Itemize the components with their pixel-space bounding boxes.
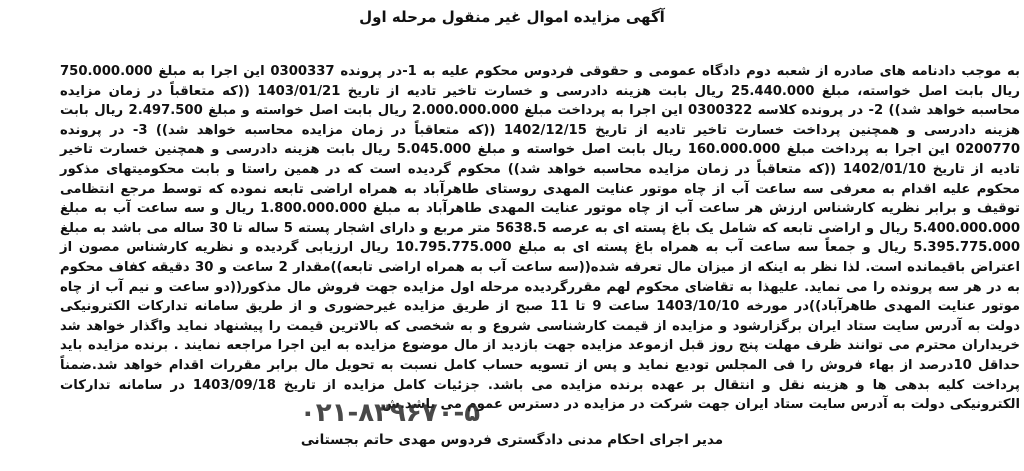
notice-title: آگهی مزایده اموال غیر منقول مرحله اول <box>359 8 665 26</box>
phone-watermark: ۰۲۱-۸۳۹۶۷۰-۵ <box>299 398 481 428</box>
notice-body: به موجب دادنامه های صادره از شعبه دوم دادگاه عمومی و حقوقی فردوس محکوم علیه به 1-در پرونده 0300337 این اجرا به مبلغ 750.000.000 ریال بابت اصل خواسته، مبلغ 25.440.000 ریال بابت هزینه دادرسی و خسارت تاخیر تادیه از تاریخ 1403/01/21 ((که متعاقباً در زمان مزایده محاسبه خواهد شد)) 2- در پرونده کلاسه 0300322 این اجرا به پرداخت مبلغ 2.000.000.000 ریال بابت اصل خواسته و مبلغ 2.497.500 ریال بابت هزینه دادرسی و همچنین پرداخت خسارت تاخیر تادیه از تاریخ 1402/12/15 ((که متعاقباً در زمان مزایده محاسبه خواهد شد)) 3- در پرونده 0200770 این اجرا به پرداخت مبلغ 160.000.000 ریال بابت اصل خواسته و مبلغ 5.045.000 ریال بابت هزینه دادرسی و همچنین خسارت تاخیر تادیه از تاریخ 1402/01/10 ((که متعاقباً در زمان مزایده محاسبه خواهد شد)) محکوم گردیده است که در همین راستا و بابت محکومیتهای مذکور محکوم علیه اقدام به معرفی سه ساعت آب از چاه موتور عنایت المهدی روستای طاهرآباد به همراه اراضی تابعه نموده که توسط مرجع انتظامی توقیف و برابر نظریه کارشناس ارزش هر ساعت آب از چاه موتور عنایت المهدی طاهرآباد به مبلغ 1.800.000.000 ریال و سه ساعت آب به مبلغ 5.400.000.000 ریال و اراضی تابعه که شامل یک باغ پسته ای به عرصه 5638.5 متر مربع و دارای اشجار پسته 5 ساله تا 30 ساله می باشد به مبلغ 5.395.775.000 ریال و جمعاً سه ساعت آب به همراه باغ پسته ای به مبلغ 10.795.775.000 ریال ارزیابی گردیده و نظریه کارشناس مصون از اعتراض باقیمانده است. لذا نظر به اینکه از میزان مال تعرفه شده((سه ساعت آب به همراه اراضی تابعه))مقدار 2 ساعت و 30 دقیقه کفاف محکوم به در هر سه پرونده را می نماید. علیهذا به تقاضای محکوم لهم مقررگردیده مرحله اول مزایده جهت فروش مال مذکور((دو ساعت و نیم آب از چاه موتور عنایت المهدی طاهرآباد))در مورخه 1403/10/10 ساعت 9 تا 11 صبح از طریق مزایده غیرحضوری و از طریق سامانه تدارکات الکترونیکی دولت به آدرس سایت ستاد ایران برگزارشود و مزایده از قیمت کارشناسی شروع و به شخصی که بالاترین قیمت را پیشنهاد نماید واگذار خواهد شد خریداران محترم می توانند ظرف مهلت پنج روز قبل ازموعد مزایده جهت بازدید از مال موضوع مزایده به این اجرا مراجعه نمایند . برنده مزایده باید حداقل 10درصد از بهاء فروش را فی المجلس تودیع نماید و پس از تسویه حساب کامل نسبت به تحویل مال برابر مقررات اقدام خواهد شد.ضمناً پرداخت کلیه بدهی ها و هزینه نقل و انتقال بر عهده برنده مزایده می باشد. جزئیات کامل مزایده از تاریخ 1403/09/18 در سامانه تدارکات الکترونیکی دولت به آدرس سایت ستاد ایران جهت شرکت در مزایده در دسترس عموم می باشد.ش <box>60 64 1021 413</box>
notice-signature: مدیر اجرای احکام مدنی دادگستری فردوس مهدی حاتم بجستانی <box>300 432 724 448</box>
